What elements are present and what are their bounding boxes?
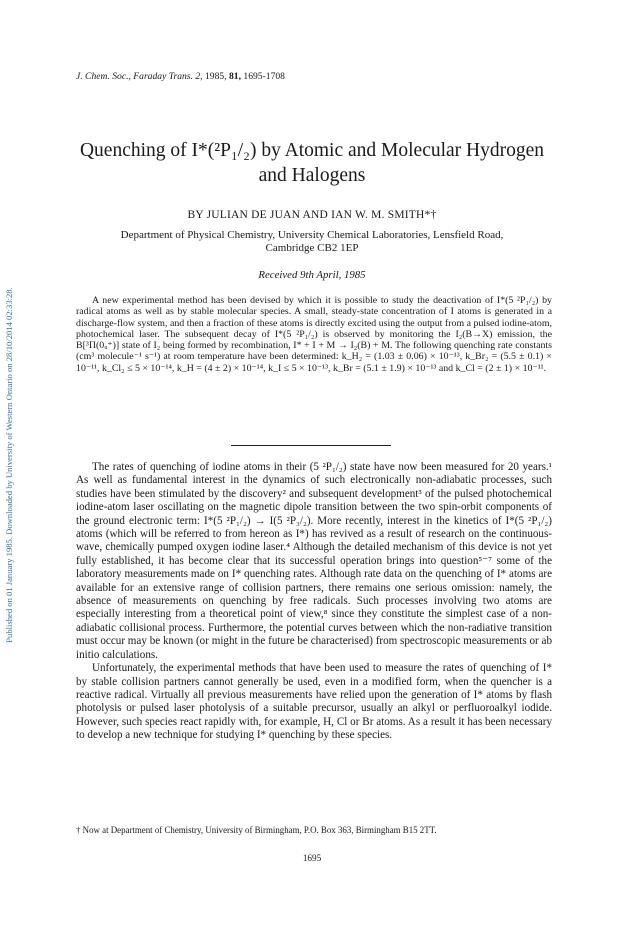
journal-pages: 1695-1708 — [243, 71, 285, 82]
received-date: Received 9th April, 1985 — [258, 269, 366, 281]
page-number: 1695 — [302, 853, 322, 863]
abstract-paragraph: A new experimental method has been devised by which it is possible to study the deactivation of I*(5 ²P₁/₂) by radical atoms as well as by stable molecular species. A small, steady-state concentration of I atoms is generated in a discharge-flow system, and then a fraction of these atoms is directly excited using the output from a pulsed iodine-atom, photochemical laser. The subsequent decay of I*(5 ²P₁/₂) is observed by monitoring the I₂(B→X) emission, the B[³Π(0ᵤ⁺)] state of I₂ being formed by recombination, I* + I + M → I₂(B) + M. The following quenching rate constants (cm³ molecule⁻¹ s⁻¹) at room temperature have been determined: k_H₂ = (1.03 ± 0.06) × 10⁻¹³, k_Br₂ = (5.5 ± 0.1) × 10⁻¹¹, k_Cl₂ ≤ 5 × 10⁻¹⁴, k_H = (4 ± 2) × 10⁻¹⁴, k_I ≤ 5 × 10⁻¹³, k_Br = (5.1 ± 1.9) × 10⁻¹³ and k_Cl = (2 ± 1) × 10⁻¹¹. — [76, 295, 552, 374]
affiliation-line-1: Department of Physical Chemistry, University Chemical Laboratories, Lensfield Road, — [120, 229, 504, 241]
affiliation-line-2: Cambridge CB2 1EP — [265, 242, 359, 254]
journal-volume: 81, — [228, 71, 241, 82]
section-divider — [231, 445, 391, 446]
title-line-2: and Halogens — [258, 165, 366, 186]
journal-name: J. Chem. Soc., Faraday Trans. 2, — [76, 71, 203, 82]
title-line-1: Quenching of I*(²P₁/₂) by Atomic and Molecular Hydrogen — [79, 140, 545, 161]
abstract — [76, 295, 552, 374]
affiliation — [40, 229, 584, 255]
publication-notice-text: Published on 01 January 1985. Downloaded by University of Western Ontario on 28/10/2014 02:33:28. — [4, 287, 14, 643]
body-paragraph-1: The rates of quenching of iodine atoms in their (5 ²P₁/₂) state have now been measured for 20 years.¹ As well as fundamental interest in the dynamics of such electronically non-adiabatic processes, such studies have been stimulated by the discovery² and subsequent development³ of the pulsed photochemical iodine-atom laser oscillating on the magnetic dipole transition between the two spin-orbit components of the ground electronic term: I*(5 ²P₁/₂) → I(5 ²P₃/₂). More recently, interest in the kinetics of I*(5 ²P₁/₂) atoms (which will be referred to from hereon as I*) has revived as a result of research on the continuous-wave, chemically pumped oxygen iodine laser.⁴ Although the detailed mechanism of this device is not yet fully established, it has become clear that its successful operation brings into question⁵⁻⁷ some of the laboratory measurements made on I* quenching rates. Although rate data on the quenching of I* atoms are available for an extensive range of collision partners, there remains one serious omission: namely, the absence of measurements on quenching by free radicals. Such processes involving two atoms are especially interesting from a theoretical point of view,⁸ since they constitute the simplest case of a non-adiabatic collisional process. Furthermore, the potential curves between which the non-radiative transition must occur may be known (or might in the future be characterised) from spectroscopic measurements or ab initio calculations. — [76, 461, 552, 661]
body-paragraph-2: Unfortunately, the experimental methods that have been used to measure the rates of quenching of I* by stable collision partners cannot generally be used, even in a modified form, when the quencher is a reactive radical. Virtually all previous measurements have relied upon the generation of I* atoms by flash photolysis or pulsed laser photolysis of a suitable precursor, usually an alkyl or perfluoroalkyl iodide. However, such species react rapidly with, for example, H, Cl or Br atoms. As a result it has been necessary to develop a new technique for studying I* quenching by these species. — [76, 662, 552, 742]
sidebar-publication-notice — [0, 0, 20, 936]
footnote: † Now at Department of Chemistry, University of Birmingham, P.O. Box 363, Birmingham B15 2TT. — [76, 825, 437, 835]
paper-title — [40, 138, 584, 188]
body-text — [76, 461, 552, 743]
authors: BY JULIAN DE JUAN AND IAN W. M. SMITH*† — [187, 209, 437, 221]
journal-year: 1985, — [204, 71, 227, 82]
journal-reference — [76, 71, 285, 82]
